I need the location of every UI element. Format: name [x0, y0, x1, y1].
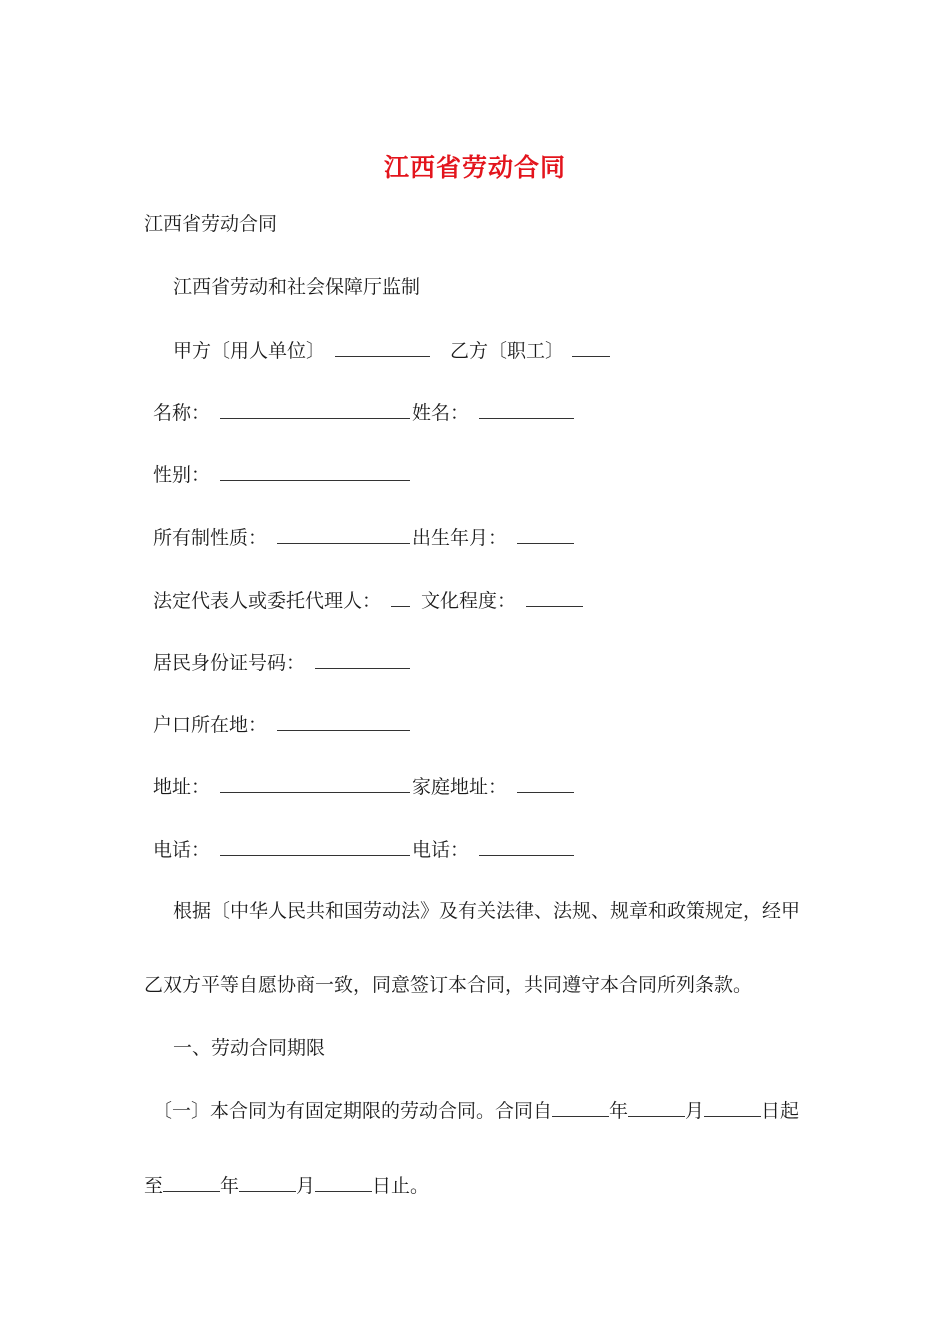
name-b-row [412, 400, 574, 425]
end-day-blank[interactable] [315, 1173, 372, 1192]
legal-rep-blank[interactable] [391, 588, 410, 607]
start-day-blank[interactable] [704, 1098, 761, 1117]
intro-line-2: 乙双方平等自愿协商一致，同意签订本合同，共同遵守本合同所列条款。 [144, 974, 753, 996]
phone-row [153, 837, 410, 862]
hukou-label: 户口所在地： [153, 714, 268, 736]
to-label: 至 [144, 1175, 164, 1197]
name-b-label: 姓名： [412, 402, 470, 424]
clause-1-line-2 [144, 1173, 429, 1198]
home-address-row [412, 774, 574, 799]
ownership-label: 所有制性质： [153, 527, 268, 549]
party-line [173, 338, 610, 363]
clause-lead: 〔一〕本合同为有固定期限的劳动合同。合同自 [153, 1100, 553, 1122]
day-to-label: 日止。 [372, 1175, 430, 1197]
party-b-label: 乙方〔职工〕 [450, 340, 565, 362]
birth-row [412, 525, 574, 550]
name-a-blank[interactable] [220, 400, 410, 419]
address-row [153, 774, 410, 799]
end-month-label: 月 [296, 1175, 316, 1197]
ownership-blank[interactable] [277, 525, 410, 544]
address-a-blank[interactable] [220, 774, 410, 793]
start-year-blank[interactable] [552, 1098, 609, 1117]
id-blank[interactable] [315, 650, 410, 669]
name-row [153, 400, 410, 425]
start-month-blank[interactable] [628, 1098, 685, 1117]
id-row [153, 650, 410, 675]
document-title: 江西省劳动合同 [383, 153, 566, 182]
legal-rep-label: 法定代表人或委托代理人： [153, 590, 382, 612]
education-label: 文化程度： [421, 590, 517, 612]
name-a-label: 名称： [153, 402, 211, 424]
gender-label: 性别： [153, 464, 211, 486]
ownership-row [153, 525, 410, 550]
intro-line-1: 根据〔中华人民共和国劳动法》及有关法律、法规、规章和政策规定，经甲 [173, 900, 801, 922]
day-from-label: 日起 [761, 1100, 800, 1122]
phone-b-blank[interactable] [479, 837, 574, 856]
phone-a-blank[interactable] [220, 837, 410, 856]
section-heading: 一、劳动合同期限 [173, 1037, 326, 1059]
phone-b-row [412, 837, 574, 862]
subtitle: 江西省劳动合同 [144, 213, 278, 235]
clause-1-line-1 [153, 1098, 799, 1123]
month-label: 月 [685, 1100, 705, 1122]
birth-blank[interactable] [517, 525, 574, 544]
gender-row [153, 462, 410, 487]
legal-rep-row [153, 588, 410, 613]
phone-a-label: 电话： [153, 839, 211, 861]
party-a-label: 甲方〔用人单位〕 [173, 340, 326, 362]
education-blank[interactable] [526, 588, 583, 607]
gender-blank[interactable] [220, 462, 410, 481]
id-label: 居民身份证号码： [153, 652, 306, 674]
address-b-blank[interactable] [517, 774, 574, 793]
phone-b-label: 电话： [412, 839, 470, 861]
party-a-blank[interactable] [335, 338, 430, 357]
name-b-blank[interactable] [479, 400, 574, 419]
education-row [421, 588, 583, 613]
party-b-blank[interactable] [572, 338, 610, 357]
end-year-label: 年 [220, 1175, 240, 1197]
end-year-blank[interactable] [163, 1173, 220, 1192]
address-b-label: 家庭地址： [412, 776, 508, 798]
birth-label: 出生年月： [412, 527, 508, 549]
hukou-row [153, 712, 410, 737]
address-a-label: 地址： [153, 776, 211, 798]
end-month-blank[interactable] [239, 1173, 296, 1192]
year-label: 年 [609, 1100, 629, 1122]
supervisor-line: 江西省劳动和社会保障厅监制 [173, 276, 421, 298]
hukou-blank[interactable] [277, 712, 410, 731]
